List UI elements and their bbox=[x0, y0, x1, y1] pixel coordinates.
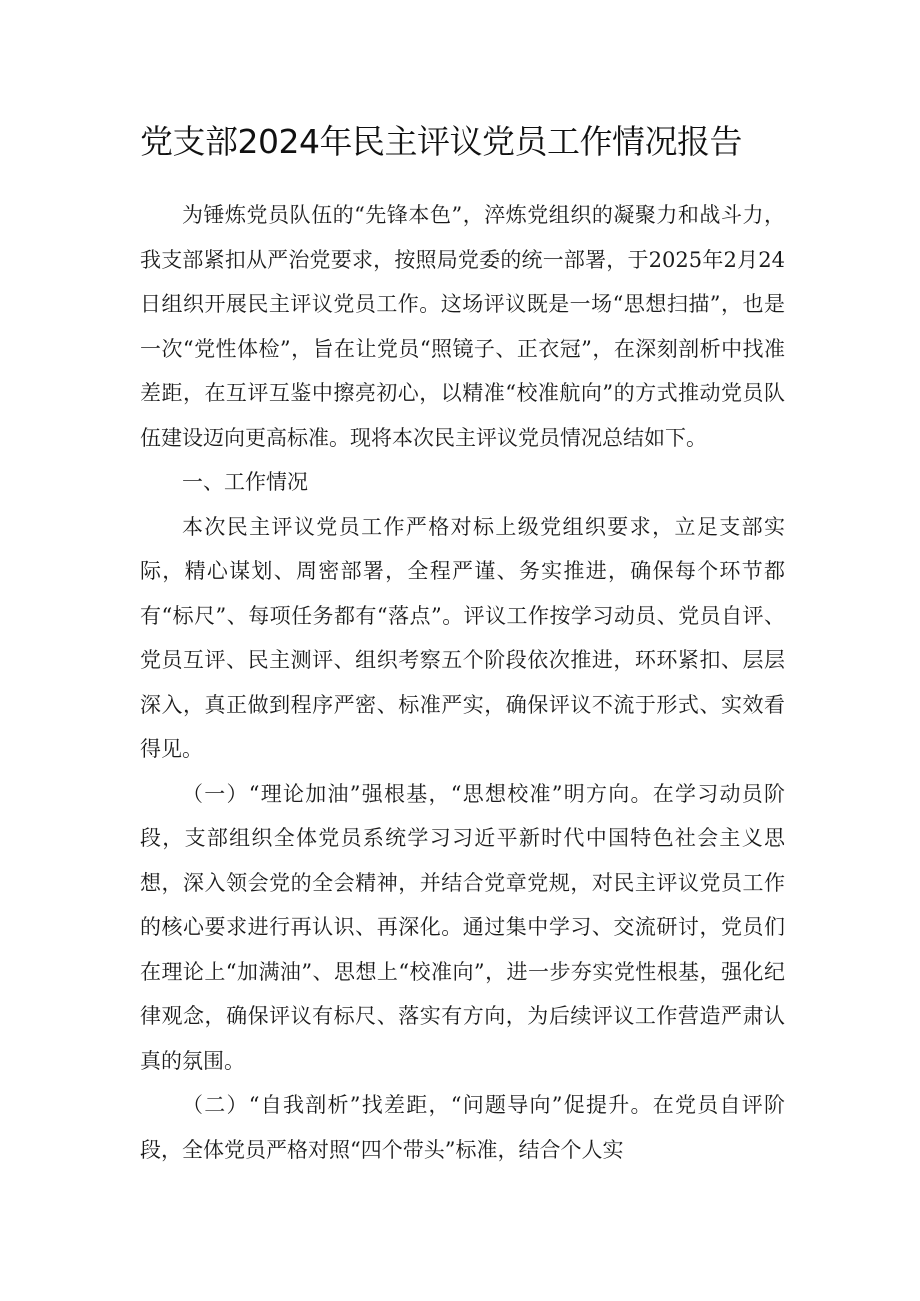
work-overview-paragraph: 本次民主评议党员工作严格对标上级党组织要求，立足支部实际，精心谋划、周密部署，全程严谨、务实推进，确保每个环节都有“标尺”、每项任务都有“落点”。评议工作按学习动员、党员自评、党员互评、民主测评、组织考察五个阶段依次推进，环环紧扣、层层深入，真正做到程序严密、标准严实，确保评议不流于形式、实效看得见。 bbox=[140, 514, 785, 761]
document-body bbox=[140, 193, 785, 1172]
subsection-1-paragraph: （一）“理论加油”强根基，“思想校准”明方向。在学习动员阶段，支部组织全体党员系统学习习近平新时代中国特色社会主义思想，深入领会党的全会精神，并结合党章党规，对民主评议党员工作的核心要求进行再认识、再深化。通过集中学习、交流研讨，党员们在理论上“加满油”、思想上“校准向”，进一步夯实党性根基，强化纪律观念，确保评议有标尺、落实有方向，为后续评议工作营造严肃认真的氛围。 bbox=[140, 781, 785, 1073]
document-title: 党支部2024年民主评议党员工作情况报告 bbox=[140, 122, 742, 161]
subsection-2-paragraph: （二）“自我剖析”找差距，“问题导向”促提升。在党员自评阶段，全体党员严格对照“四个带头”标准，结合个人实 bbox=[140, 1093, 785, 1162]
section-heading: 一、工作情况 bbox=[182, 470, 308, 494]
document-page bbox=[140, 0, 785, 1301]
intro-paragraph: 为锤炼党员队伍的“先锋本色”，淬炼党组织的凝聚力和战斗力，我支部紧扣从严治党要求，按照局党委的统一部署，于2025年2月24日组织开展民主评议党员工作。这场评议既是一场“思想扫描”，也是一次“党性体检”，旨在让党员“照镜子、正衣冠”，在深刻剖析中找准差距，在互评互鉴中擦亮初心，以精准“校准航向”的方式推动党员队伍建设迈向更高标准。现将本次民主评议党员情况总结如下。 bbox=[140, 203, 785, 450]
